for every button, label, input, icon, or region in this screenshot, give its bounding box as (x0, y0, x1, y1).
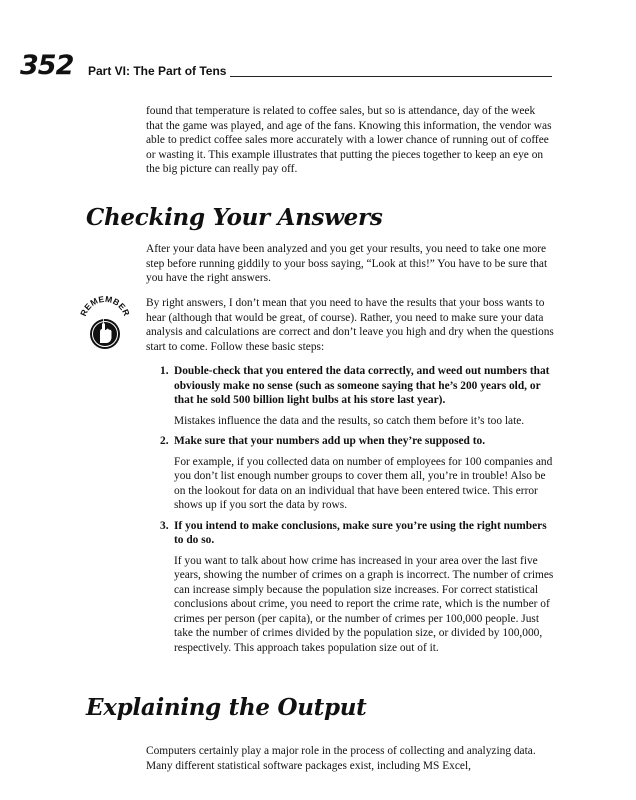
header-rule (230, 76, 552, 77)
step-number: 3. (160, 519, 169, 532)
intro-paragraph: found that temperature is related to coffee sales, but so is attendance, day of the week that the game was played, and age of the fans. Knowing this information, the vendor was able to predict coffee sales more accurately with a lower chance of running out of coffee or wasting it. This example illustrates that putting the pieces together to keep an eye on the big picture can really pay off. (146, 105, 552, 175)
remember-icon-label: REMEMBER (79, 296, 131, 318)
right-answers-paragraph: By right answers, I don’t mean that you need to have the results that your boss wants to hear (although that would be great, of course). Rather, you need to make sure your data analysis and calculations are correct and don’t leave you high and dry when the questions start to come. Follow these basic steps: (146, 297, 554, 353)
step-item-3 (160, 519, 554, 656)
page-number: 352 (20, 50, 74, 81)
step-title: Make sure that your numbers add up when they’re supposed to. (174, 435, 486, 447)
section-heading-checking-answers: Checking Your Answers (86, 204, 383, 231)
step-detail: For example, if you collected data on number of employees for 100 companies and you don’t list enough number groups to cover them all, you’re in trouble! Also be on the lookout for data on an individual that have been entered twice. This error shows up if you sort the data by rows. (174, 455, 553, 511)
step-title: If you intend to make conclusions, make sure you’re using the right numbers to do so. (174, 519, 547, 546)
step-number: 2. (160, 435, 169, 447)
checking-answers-paragraph: After your data have been analyzed and you get your results, you need to take one more step before running giddily to your boss saying, “Look at this!” You have to be sure that you have the right answers. (146, 243, 548, 284)
steps-list (160, 364, 554, 655)
svg-text:REMEMBER (79, 296, 131, 318)
running-head: Part VI: The Part of Tens (88, 64, 227, 78)
section-heading-explaining-output: Explaining the Output (86, 694, 367, 721)
step-number: 1. (160, 365, 169, 377)
explaining-output-paragraph: Computers certainly play a major role in the process of collecting and analyzing data. Many different statistical software packages exist, including MS Excel, (146, 745, 536, 772)
step-title: Double-check that you entered the data correctly, and weed out numbers that obviously make no sense (such as someone saying that he’s 200 years old, or that he sold 500 billion light bulbs at his store last year). (174, 365, 550, 406)
step-item-2 (160, 434, 554, 513)
remember-icon (79, 296, 131, 354)
step-detail: If you want to talk about how crime has increased in your area over the last five years, showing the number of crimes on a graph is incorrect. The number of crimes can increase simply because the population size increases. For correct statistical conclusions about crime, you need to report the crime rate, which is the number of crimes per person (per capita), or the number of crimes per 100,000 people. Just take the number of crimes divided by the population size, or divided by 100,000, respectively. This approach takes population size out of it. (174, 554, 554, 654)
step-detail: Mistakes influence the data and the results, so catch them before it’s too late. (174, 414, 525, 427)
step-item-1 (160, 364, 554, 428)
